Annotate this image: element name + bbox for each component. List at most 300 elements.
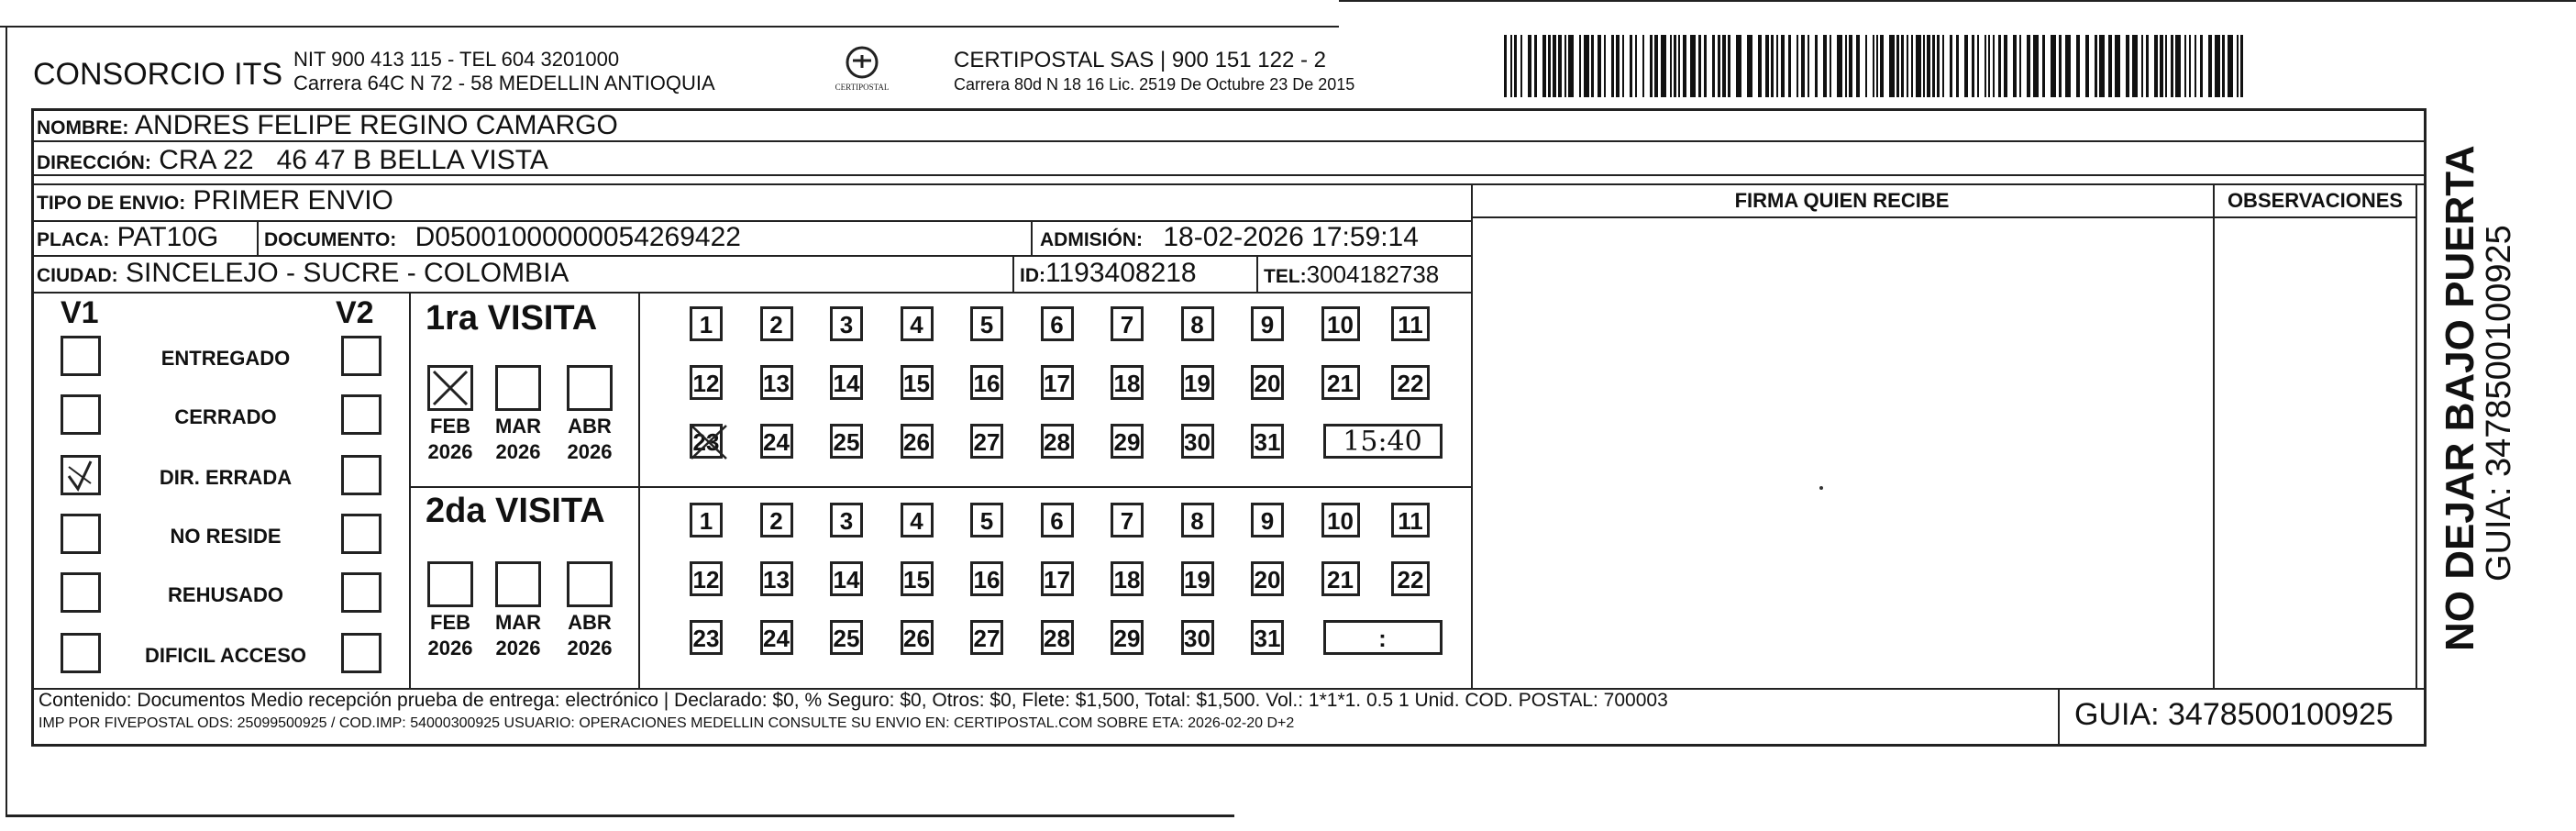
barcode-bar [1889,35,1895,97]
barcode-bar [2215,35,2220,97]
barcode-bar [1736,35,1741,97]
firma-header: FIRMA QUIEN RECIBE [1734,189,1950,212]
day-number: 12 [692,370,720,397]
barcode-bar [1781,35,1785,97]
barcode-bar [2108,35,2112,97]
barcode-bar [1788,35,1791,97]
day-number: 23 [692,625,720,652]
barcode-bar [1911,35,1913,97]
day-box[interactable] [1321,503,1360,537]
month-checkbox-abr[interactable] [567,365,613,411]
barcode-bar [1932,35,1935,97]
month-checkbox-feb[interactable] [427,561,473,607]
day-number: 24 [763,428,790,456]
day-box[interactable] [690,424,723,459]
day-number: 3 [839,311,854,338]
barcode-bar [1815,35,1818,97]
day-box[interactable] [901,306,934,341]
day-box[interactable] [1111,306,1144,341]
day-number: 23 [692,428,720,456]
barcode-bar [1876,35,1878,97]
day-number: 9 [1260,311,1275,338]
barcode-bar [2184,35,2186,97]
barcode-bar [1856,35,1860,97]
day-box[interactable] [1321,365,1360,400]
barcode-bar [2141,35,2143,97]
day-number: 20 [1254,566,1281,593]
nombre-row: NOMBRE: ANDRES FELIPE REGINO CAMARGO [37,110,618,140]
day-box[interactable] [970,561,1003,596]
year-label: 2026 [427,440,473,463]
barcode [1504,35,2247,97]
barcode-bar [2189,35,2191,97]
barcode-bar [1942,35,1944,97]
barcode-bar [1718,35,1720,97]
barcode-bar [1654,35,1658,97]
barcode-bar [1553,35,1556,97]
day-box[interactable] [830,561,863,596]
day-box[interactable] [690,561,723,596]
v2-checkbox[interactable] [341,572,381,613]
status-label: DIFICIL ACCESO [144,644,306,667]
day-box[interactable] [830,306,863,341]
day-number: 29 [1113,625,1141,652]
barcode-bar [2095,35,2097,97]
day-box[interactable] [1251,365,1284,400]
day-number: 4 [910,507,923,535]
day-box[interactable] [690,503,723,537]
day-box[interactable] [1181,620,1214,655]
barcode-bar [1674,35,1676,97]
barcode-bar [1837,35,1842,97]
barcode-bar [1907,35,1908,97]
barcode-bar [2154,35,2158,97]
day-number: 5 [979,507,994,535]
observaciones-header: OBSERVACIONES [2227,189,2404,212]
month-checkbox-feb[interactable] [427,365,473,411]
barcode-bar [1830,35,1831,97]
day-box[interactable] [760,503,793,537]
tipo-envio-row: TIPO DE ENVIO: PRIMER ENVIO [37,185,393,216]
day-number: 5 [979,311,994,338]
day-number: 16 [973,370,1001,397]
day-box[interactable] [1321,561,1360,596]
month-label: MAR [494,611,542,634]
logo-text: CERTIPOSTAL [835,83,890,92]
day-number: 28 [1044,428,1070,456]
direccion-value: CRA 22 46 47 B BELLA VISTA [159,145,548,175]
day-number: 31 [1254,625,1281,652]
stray-dot [1819,486,1823,490]
barcode-bar [1776,35,1778,97]
barcode-bar [1845,35,1847,97]
day-box[interactable] [760,365,793,400]
barcode-bar [2222,35,2225,97]
day-box[interactable] [1391,365,1430,400]
barcode-bar [1765,35,1769,97]
day-number: 25 [833,428,860,456]
day-number: 1 [699,507,713,535]
day-number: 2 [769,507,783,535]
month-label: ABR [568,611,612,634]
barcode-bar [2059,35,2062,97]
day-box[interactable] [760,424,793,459]
day-number: 8 [1190,311,1204,338]
top-left-line [0,26,1339,28]
day-number: 9 [1260,507,1275,535]
barcode-bar [1635,35,1637,97]
day-number: 4 [910,311,923,338]
v2-checkbox[interactable] [341,455,381,495]
v2-checkbox[interactable] [341,336,381,376]
first-visit-title: 1ra VISITA [426,299,598,338]
barcode-bar [1747,35,1752,97]
day-number: 20 [1254,370,1281,397]
day-number: 8 [1190,507,1204,535]
barcode-bar [1927,35,1930,97]
barcode-bar [1771,35,1774,97]
day-box[interactable] [970,620,1003,655]
v1-header: V1 [61,295,99,330]
contenido-text: Contenido: Documentos Medio recepción prueba de entrega: electrónico | Declarado: $0, % Seguro: $0, Otros: $0, Flete: $1,500, Total: $1,500. Vol.: 1*1*1. 0.5 1 Unid. COD. POSTAL: 700003 [39,690,1668,711]
day-number: 26 [903,625,930,652]
barcode-bar [1584,35,1589,97]
barcode-bar [1520,35,1522,97]
day-box[interactable] [1041,306,1074,341]
day-box[interactable] [1391,306,1430,341]
day-box[interactable] [1111,620,1144,655]
day-box[interactable] [1041,620,1074,655]
day-number: 19 [1184,370,1211,397]
v1-checkbox[interactable] [61,633,101,673]
day-box[interactable] [1041,365,1074,400]
barcode-bar [1712,35,1715,97]
barcode-bar [2115,35,2120,97]
day-number: 27 [973,428,1001,456]
company-info-1: NIT 900 413 115 - TEL 604 3201000 [293,48,620,71]
day-number: 13 [763,566,790,593]
day-number: 7 [1120,507,1134,535]
day-box[interactable] [970,365,1003,400]
ciudad-value: SINCELEJO - SUCRE - COLOMBIA [126,258,569,288]
month-label: FEB [430,611,470,634]
barcode-bar [1998,35,2001,97]
barcode-bar [1616,35,1620,97]
month-checkbox-abr[interactable] [567,561,613,607]
day-number: 29 [1113,428,1141,456]
day-number: 10 [1327,507,1354,535]
barcode-bar [2175,35,2181,97]
barcode-bar [1558,35,1562,97]
id-value: 1193408218 [1045,258,1197,288]
barcode-bar [1993,35,1995,97]
nombre-value: ANDRES FELIPE REGINO CAMARGO [135,110,618,140]
barcode-bar [1528,35,1531,97]
day-number: 21 [1327,370,1354,397]
bottom-edge-line [6,814,1234,817]
barcode-bar [2004,35,2007,97]
barcode-bar [2160,35,2163,97]
day-number: 27 [973,625,1001,652]
barcode-bar [2208,35,2212,97]
barcode-bar [1808,35,1809,97]
id-row: ID:1193408218 [1020,258,1197,288]
barcode-bar [1598,35,1601,97]
month-checkbox-mar[interactable] [495,561,541,607]
barcode-bar [1972,35,1974,97]
day-box[interactable] [1321,306,1360,341]
v1-checkbox[interactable] [61,572,101,613]
day-number: 7 [1120,311,1134,338]
company-name: CONSORCIO ITS [33,57,283,92]
day-box[interactable] [1251,306,1284,341]
day-number: 3 [839,507,854,535]
day-number: 11 [1398,507,1423,535]
barcode-bar [2126,35,2129,97]
barcode-bar [1611,35,1614,97]
day-number: 26 [903,428,930,456]
barcode-bar [1964,35,1968,97]
day-number: 17 [1044,566,1070,593]
barcode-bar [2132,35,2138,97]
barcode-bar [2042,35,2045,97]
barcode-bar [1704,35,1707,97]
documento-row: DOCUMENTO: D05001000000054269422 [264,222,741,252]
day-number: 30 [1184,428,1211,456]
barcode-bar [2228,35,2233,97]
tel-row: TEL:3004182738 [1264,260,1440,288]
barcode-bar [1510,35,1512,97]
barcode-bar [1901,35,1904,97]
top-edge-line [1339,0,2576,2]
day-box[interactable] [901,424,934,459]
day-box[interactable] [690,365,723,400]
barcode-bar [1564,35,1566,97]
day-number: 11 [1398,311,1423,338]
courier-info: Carrera 80d N 18 16 Lic. 2519 De Octubre 23 De 2015 [954,75,1355,94]
v1-checkbox[interactable] [61,336,101,376]
day-box[interactable] [1111,503,1144,537]
day-box[interactable] [901,620,934,655]
imp-text: IMP POR FIVEPOSTAL ODS: 25099500925 / COD.IMP: 54000300925 USUARIO: OPERACIONES MEDELLIN CONSULTE SU ENVIO EN: CERTIPOSTAL.COM SOBRE ETA: 2026-02-20 D+2 [39,715,1295,731]
side-guia-text: GUIA: 3478500100925 [2480,225,2518,582]
day-box[interactable] [1251,620,1284,655]
time-box[interactable]: 15:40 [1323,424,1443,459]
month-checkbox-mar[interactable] [495,365,541,411]
barcode-bar [1950,35,1952,97]
barcode-bar [1683,35,1686,97]
day-box[interactable] [830,503,863,537]
day-number: 25 [833,625,860,652]
barcode-bar [1630,35,1632,97]
day-number: 19 [1184,566,1211,593]
v1-checkbox[interactable] [61,514,101,554]
day-box[interactable] [1041,503,1074,537]
barcode-bar [1873,35,1874,97]
day-box[interactable] [690,306,723,341]
barcode-bar [1548,35,1551,97]
day-number: 18 [1113,370,1141,397]
barcode-bar [2165,35,2167,97]
year-label: 2026 [567,440,613,463]
day-number: 14 [833,566,860,593]
barcode-bar [1722,35,1726,97]
barcode-bar [1801,35,1805,97]
day-box[interactable] [901,503,934,537]
barcode-bar [2237,35,2239,97]
barcode-bar [1956,35,1959,97]
barcode-bar [2076,35,2080,97]
barcode-bar [1823,35,1827,97]
ciudad-row: CIUDAD: SINCELEJO - SUCRE - COLOMBIA [37,258,569,288]
direccion-row: DIRECCIÓN: CRA 22 46 47 B BELLA VISTA [37,145,548,175]
day-number: 30 [1184,625,1211,652]
day-box[interactable] [1181,424,1214,459]
day-number: 6 [1050,311,1064,338]
barcode-bar [1988,35,1990,97]
barcode-bar [2085,35,2089,97]
day-number: 13 [763,370,790,397]
day-box[interactable] [1181,306,1214,341]
barcode-bar [2240,35,2243,97]
day-box[interactable] [830,424,863,459]
v2-header: V2 [336,295,374,330]
status-label: ENTREGADO [160,347,291,370]
day-box[interactable] [1251,424,1284,459]
barcode-bar [2033,35,2039,97]
day-number: 21 [1327,566,1354,593]
v1-checkbox[interactable] [61,394,101,435]
day-box[interactable] [1041,561,1074,596]
barcode-bar [1865,35,1867,97]
day-box[interactable] [1181,561,1214,596]
second-visit-title: 2da VISITA [426,492,605,530]
barcode-bar [2200,35,2203,97]
year-label: 2026 [495,440,541,463]
barcode-bar [2027,35,2030,97]
day-number: 22 [1397,370,1424,397]
day-box[interactable] [830,620,863,655]
day-box[interactable] [1111,365,1144,400]
day-number: 18 [1113,566,1141,593]
year-label: 2026 [495,637,541,659]
placa-value: PAT10G [116,222,219,252]
barcode-bar [1604,35,1606,97]
barcode-bar [1797,35,1798,97]
documento-value: D05001000000054269422 [415,222,741,252]
day-number: 16 [973,566,1001,593]
status-label: CERRADO [174,405,277,428]
certipostal-logo [835,44,890,99]
month-label: FEB [430,415,470,438]
barcode-bar [1568,35,1574,97]
day-box[interactable] [1111,561,1144,596]
barcode-bar [1678,35,1680,97]
barcode-bar [1698,35,1701,97]
barcode-bar [1622,35,1624,97]
day-box[interactable] [760,306,793,341]
day-box[interactable] [1111,424,1144,459]
barcode-bar [1591,35,1594,97]
barcode-bar [1534,35,1537,97]
barcode-bar [2195,35,2196,97]
barcode-bar [1985,35,1986,97]
admision-value: 18-02-2026 17:59:14 [1163,222,1419,252]
day-box[interactable] [1181,365,1214,400]
v2-checkbox[interactable] [341,633,381,673]
status-label: NO RESIDE [170,525,282,548]
barcode-bar [1728,35,1730,97]
footer-guia: GUIA: 3478500100925 [2074,697,2394,732]
day-box[interactable] [970,503,1003,537]
barcode-bar [1880,35,1884,97]
placa-row: PLACA: PAT10G [37,222,219,252]
day-number: 14 [833,370,860,397]
day-box[interactable] [1251,503,1284,537]
day-box[interactable] [690,620,723,655]
barcode-bar [1661,35,1666,97]
barcode-bar [1650,35,1653,97]
day-box[interactable] [901,561,934,596]
day-number: 6 [1050,507,1064,535]
day-box[interactable] [970,306,1003,341]
day-box[interactable] [1041,424,1074,459]
v2-checkbox[interactable] [341,514,381,554]
barcode-bar [1849,35,1852,97]
status-label: REHUSADO [168,583,283,606]
time-box[interactable]: : [1323,620,1443,655]
barcode-bar [1642,35,1644,97]
barcode-bar [1916,35,1921,97]
day-box[interactable] [1391,561,1430,596]
day-number: 12 [692,566,720,593]
tel-value: 3004182738 [1306,260,1440,288]
day-number: 15 [903,370,930,397]
day-box[interactable] [1251,561,1284,596]
firma-area[interactable] [1473,218,2213,690]
day-box[interactable] [760,561,793,596]
check-mark-icon [63,458,98,493]
barcode-bar [1758,35,1762,97]
v1-checkbox[interactable] [61,455,101,495]
left-edge-line [6,26,7,816]
day-box[interactable] [1391,503,1430,537]
day-box[interactable] [901,365,934,400]
barcode-bar [2099,35,2105,97]
day-box[interactable] [970,424,1003,459]
day-box[interactable] [1181,503,1214,537]
barcode-bar [2146,35,2149,97]
day-number: 22 [1397,566,1424,593]
observaciones-area[interactable] [2215,218,2416,690]
barcode-bar [1670,35,1672,97]
day-number: 2 [769,311,783,338]
day-box[interactable] [830,365,863,400]
barcode-bar [2065,35,2071,97]
barcode-bar [1977,35,1979,97]
barcode-bar [1579,35,1581,97]
month-label: ABR [568,415,612,438]
barcode-bar [1923,35,1925,97]
barcode-bar [2013,35,2017,97]
v2-checkbox[interactable] [341,394,381,435]
barcode-bar [1690,35,1696,97]
day-box[interactable] [760,620,793,655]
barcode-bar [2051,35,2056,97]
side-warning-text: NO DEJAR BAJO PUERTA [2438,145,2482,651]
barcode-bar [1896,35,1899,97]
barcode-bar [2171,35,2173,97]
